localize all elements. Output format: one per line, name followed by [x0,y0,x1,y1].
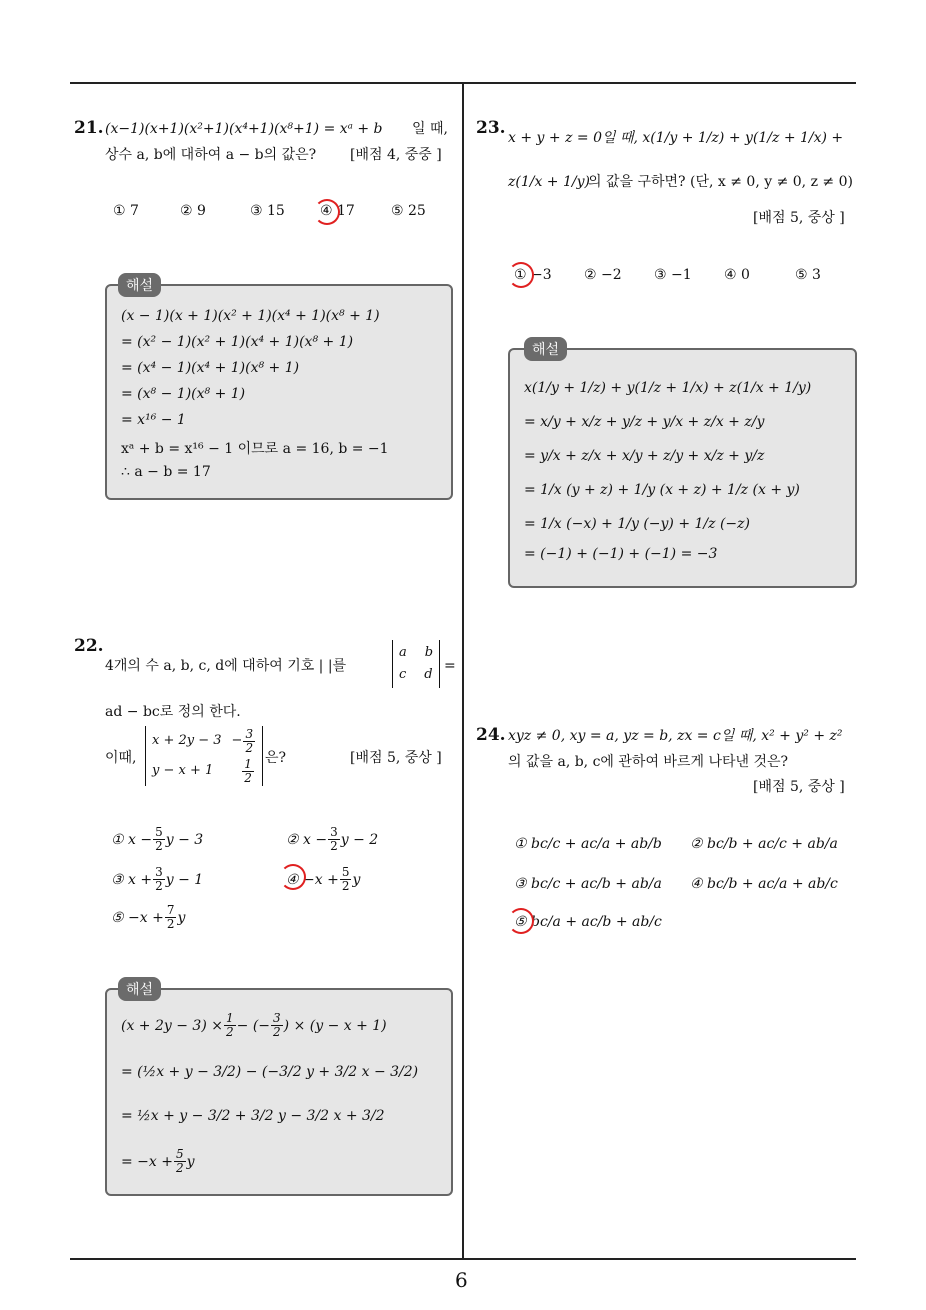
q23-sol-line-1: x(1/y + 1/z) + y(1/z + 1/x) + z(1/x + 1/y) [524,380,812,396]
q23-points: [배점 5, 중상 ] [753,210,845,226]
q21-line2: 상수 a, b에 대하여 a − b의 값은? [105,147,317,163]
q21-solution-box [105,284,453,500]
q24-option-4[interactable]: ④ bc/b + ac/a + ab/c [690,876,838,892]
q24-option-1[interactable]: ① bc/c + ac/a + ab/b [514,836,662,852]
q22-answer-mark [280,864,306,890]
q21-sol-line-3: = (x⁴ − 1)(x⁴ + 1)(x⁸ + 1) [121,360,300,376]
q23-solution-tag: 해설 [524,337,567,361]
q23-sol-line-2: = x/y + x/z + y/z + y/x + z/x + z/y [524,414,765,430]
q21-solution-tag: 해설 [118,273,161,297]
q22-matrix [145,726,263,786]
q24-option-5[interactable]: ⑤ bc/a + ac/b + ab/c [514,914,662,930]
q24-answer-mark [508,908,534,934]
q22-option-5[interactable]: ⑤ −x + $\frac{7}{2}$ y [111,903,186,931]
q22-option-1[interactable]: ① x − $\frac{5}{2}$ y − 3 [111,825,204,853]
q21-line1-expr: (x−1)(x+1)(x²+1)(x⁴+1)(x⁸+1) = xᵃ + b [105,121,383,137]
q22-det-a: a [399,645,407,660]
q23-line2a: z(1/x + 1/y) [508,174,590,190]
q24-line2: 의 값을 a, b, c에 관하여 바르게 나타낸 것은? [508,754,789,770]
q22-line2: ad − bc로 정의 한다. [105,704,241,720]
q24-points: [배점 5, 중상 ] [753,779,845,795]
q24-number: 24. [476,725,506,745]
q22-sol-line-3: = ½x + y − 3/2 + 3/2 y − 3/2 x + 3/2 [121,1108,385,1124]
bottom-rule [70,1258,856,1260]
q24-line1: xyz ≠ 0, xy = a, yz = b, zx = c일 때, x² + y² + z² [508,728,843,744]
q22-solution-box [105,988,453,1196]
q24-option-2[interactable]: ② bc/b + ac/c + ab/a [690,836,838,852]
q22-sol-line-1: (x + 2y − 3) × $\frac{1}{2}$ − (− $\frac{3}{2}$ ) × (y − x + 1) [121,1011,387,1039]
q22-sol-line-4: = −x + $\frac{5}{2}$ y [121,1147,195,1175]
q22-line1b: = [444,658,456,674]
q23-answer-mark [508,262,534,288]
q21-option-3[interactable]: ③ 15 [250,203,285,219]
q21-sol-line-4: = (x⁸ − 1)(x⁸ + 1) [121,386,246,402]
q22-determinant-symbol [392,640,440,688]
q23-line1: x + y + z = 0일 때, x(1/y + 1/z) + y(1/z + 1/x) + [508,130,844,146]
q23-solution-box [508,348,857,588]
q23-sol-line-6: = (−1) + (−1) + (−1) = −3 [524,546,718,562]
q22-option-3[interactable]: ③ x + $\frac{3}{2}$ y − 1 [111,865,204,893]
q22-number: 22. [74,636,104,656]
q23-sol-line-3: = y/x + z/x + x/y + z/y + x/z + y/z [524,448,765,464]
q22-line3b: 은? [265,750,287,766]
q24-option-3[interactable]: ③ bc/c + ac/b + ab/a [514,876,662,892]
q22-line3a: 이때, [105,750,137,766]
q22-det-d: d [424,667,433,682]
q21-option-5[interactable]: ⑤ 25 [391,203,426,219]
q23-number: 23. [476,118,506,138]
q22-solution-tag: 해설 [118,977,161,1001]
q22-m21: y − x + 1 [152,763,214,778]
q22-option-2[interactable]: ② x − $\frac{3}{2}$ y − 2 [286,825,379,853]
q22-m11: x + 2y − 3 [152,733,222,748]
q22-m12-frac: $\frac{3}{2}$ [245,726,254,755]
q22-m12-sign: − [231,733,243,748]
q21-sol-line-5: = x¹⁶ − 1 [121,412,186,428]
q23-option-2[interactable]: ② −2 [584,267,622,283]
q22-points: [배점 5, 중상 ] [350,750,442,766]
q21-option-4[interactable]: ④ 17 [320,203,355,219]
q21-sol-line-1: (x − 1)(x + 1)(x² + 1)(x⁴ + 1)(x⁸ + 1) [121,308,380,324]
q22-sol-line-2: = (½x + y − 3/2) − (−3/2 y + 3/2 x − 3/2) [121,1064,419,1080]
q23-option-4[interactable]: ④ 0 [724,267,750,283]
q23-option-5[interactable]: ⑤ 3 [795,267,821,283]
q21-points: [배점 4, 중중 ] [350,147,442,163]
q23-line2b: 의 값을 구하면? (단, x ≠ 0, y ≠ 0, z ≠ 0) [588,174,853,190]
q23-option-1[interactable]: ① −3 [514,267,552,283]
q22-det-b: b [424,645,434,660]
q23-sol-line-4: = 1/x (y + z) + 1/y (x + z) + 1/z (x + y) [524,482,800,498]
q22-m22-frac: $\frac{1}{2}$ [244,756,252,785]
q21-sol-line-6: xᵃ + b = x¹⁶ − 1 이므로 a = 16, b = −1 [121,441,389,457]
q22-det-c: c [399,667,407,682]
q21-sol-line-7: ∴ a − b = 17 [121,464,211,480]
q21-option-1[interactable]: ① 7 [113,203,139,219]
q21-option-2[interactable]: ② 9 [180,203,206,219]
column-divider [462,82,464,1260]
page-number: 6 [455,1268,468,1292]
q22-line1a: 4개의 수 a, b, c, d에 대하여 기호 | |를 [105,658,347,674]
q23-option-3[interactable]: ③ −1 [654,267,692,283]
q23-sol-line-5: = 1/x (−x) + 1/y (−y) + 1/z (−z) [524,516,750,532]
q21-line1-tail: 일 때, [412,121,448,137]
q21-sol-line-2: = (x² − 1)(x² + 1)(x⁴ + 1)(x⁸ + 1) [121,334,354,350]
q21-answer-mark [314,199,340,225]
q21-number: 21. [74,118,104,138]
q22-option-4[interactable]: ④ −x + $\frac{5}{2}$ y [286,865,361,893]
